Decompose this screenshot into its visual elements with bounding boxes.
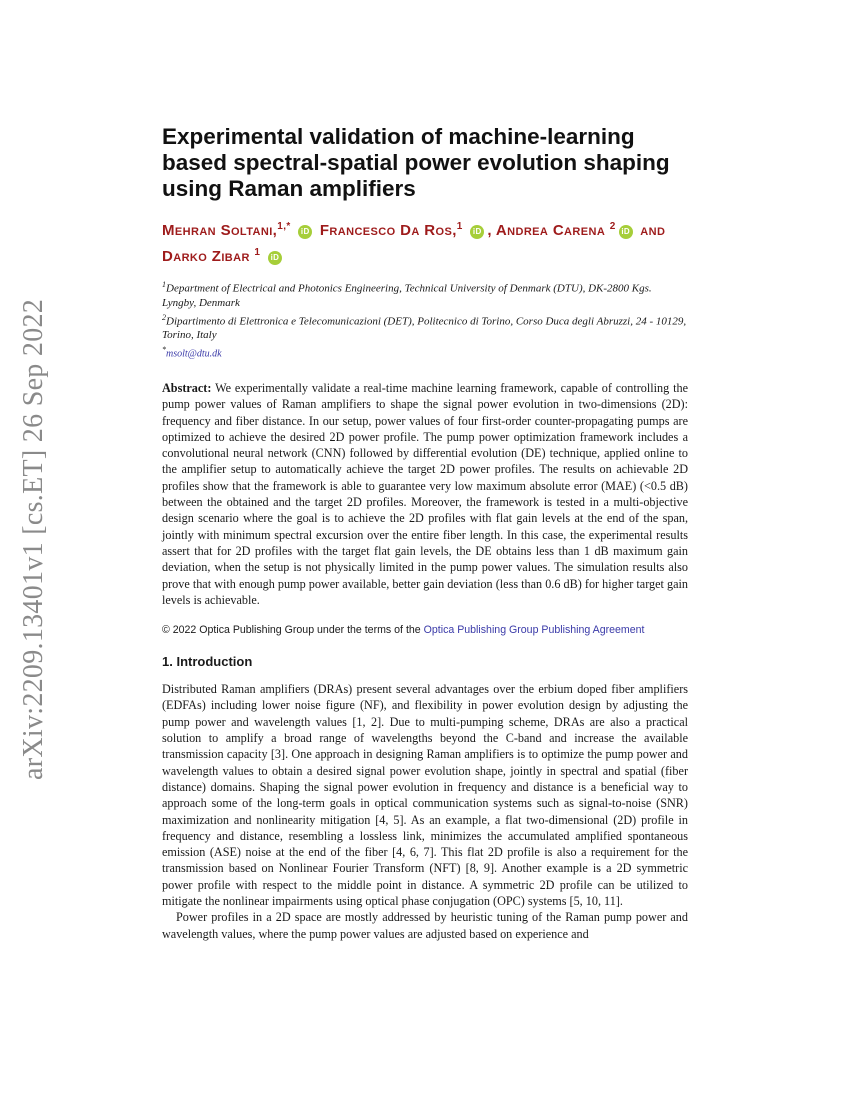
orcid-icon[interactable]: iD (298, 225, 312, 239)
orcid-icon[interactable]: iD (619, 225, 633, 239)
affiliation-text: Department of Electrical and Photonics Engineering, Technical University of Denmark (DTU), DK-2800 Kgs. Lyngby, Denmark (162, 282, 652, 309)
author-list (162, 216, 688, 268)
affiliation-text: Dipartimento di Elettronica e Telecomunicazioni (DET), Politecnico di Torino, Corso Duca degli Abruzzi, 24 - 10129, Torino, Italy (162, 315, 687, 342)
abstract-text: We experimentally validate a real-time machine learning framework, capable of controlling the pump power values of Raman amplifiers to shape the signal power evolution in two-dimensions (2D): frequency and fiber distance. In our setup, power values of four first-order counter-propagating pumps are optimized to achieve the desired 2D power profile. The pump power optimization framework includes a convolutional neural network (CNN) followed by differential evolution (DE) technique, applied online to the amplifier setup to automatically achieve the target 2D power profiles. The results on achievable 2D profiles show that the framework is able to guarantee very low maximum absolute error (MAE) (<0.5 dB) between the obtained and the target 2D profiles. Moreover, the framework is tested in a multi-objective design scenario where the goal is to achieve the 2D profiles with flat gain levels at the end of the span, jointly with minimum spectral excursion over the entire fiber length. In this case, the experimental results assert that for 2D profiles with the target flat gain levels, the DE obtains less than 1 dB maximum gain deviation, when the setup is not physically limited in the pump power values. The simulation results also prove that with enough pump power available, better gain deviation (less than 0.6 dB) for higher target gain levels is achievable. (162, 380, 688, 607)
copyright-text: © 2022 Optica Publishing Group under the terms of the (162, 624, 421, 637)
copyright-notice (162, 624, 688, 636)
author-superscript: 2 (609, 221, 616, 232)
abstract (162, 380, 688, 608)
orcid-icon[interactable]: iD (268, 251, 282, 265)
abstract-label: Abstract: (162, 380, 212, 395)
introduction-body (162, 681, 688, 942)
email-link[interactable]: msolt@dtu.dk (166, 348, 222, 360)
arxiv-identifier: arXiv:2209.13401v1 [cs.ET] 26 Sep 2022 (18, 298, 49, 780)
author-name: , Andrea Carena (487, 222, 606, 239)
affiliation-number: 2 (162, 312, 166, 322)
author-name: Francesco Da Ros, (319, 222, 457, 239)
paper-title: Experimental validation of machine-learning based spectral-spatial power evolution shaping using Raman amplifiers (162, 124, 670, 201)
publishing-agreement-link[interactable]: Optica Publishing Group Publishing Agreement (423, 624, 645, 637)
paragraph: Power profiles in a 2D space are mostly addressed by heuristic tuning of the Raman pump power and wavelength values, where the pump power values are adjusted based on experience and (162, 910, 688, 941)
author-superscript: 1,* (277, 221, 291, 232)
contact-email (162, 343, 688, 362)
section-heading: 1. Introduction (162, 654, 253, 670)
affiliation-item (162, 278, 688, 310)
paragraph: Distributed Raman amplifiers (DRAs) present several advantages over the erbium doped fiber amplifiers (EDFAs) including lower noise figure (NF), and flexibility in power evolution design by adjusting the pump power and wavelength values [1, 2]. Due to multi-pumping scheme, DRAs are also a practical solution to amplify a broad range of wavelengths beyond the C-band and increase the available transmission capacity [3]. One approach in designing Raman amplifiers is to optimize the pump power and wavelength values to obtain a desired signal power evolution shape, jointly in spectral and spatial (fiber distance) domains. Shaping the signal power evolution in frequency and distance is a beneficial way to approach some of the long-term goals in optical communication systems such as signal-to-noise (SNR) maximization and nonlinearity mitigation [4, 5]. As an example, a flat two-dimensional (2D) profile in frequency and distance, resembling a lossless link, minimizes the accumulated amplified spontaneous emission (ASE) noise at the end of the fiber [4, 6, 7]. This flat 2D profile is also a requirement for the transmission based on Nonlinear Fourier Transform (NFT) [8, 9]. Another example is a 2D symmetric power profile with respect to the middle point in distance. A symmetric 2D profile can be utilized to mitigate the nonlinear impairments using optical phase conjugation (OPC) systems [5, 10, 11]. (162, 682, 688, 908)
author-name: Mehran Soltani, (162, 222, 278, 239)
affiliation-item (162, 311, 688, 343)
affiliations (162, 278, 688, 362)
orcid-icon[interactable]: iD (470, 225, 484, 239)
email-marker: * (162, 345, 166, 355)
affiliation-number: 1 (162, 280, 166, 289)
paper-page (162, 124, 688, 942)
author-name: and Darko Zibar (162, 222, 666, 265)
author-superscript: 1 (456, 221, 463, 232)
author-superscript: 1 (254, 247, 261, 258)
